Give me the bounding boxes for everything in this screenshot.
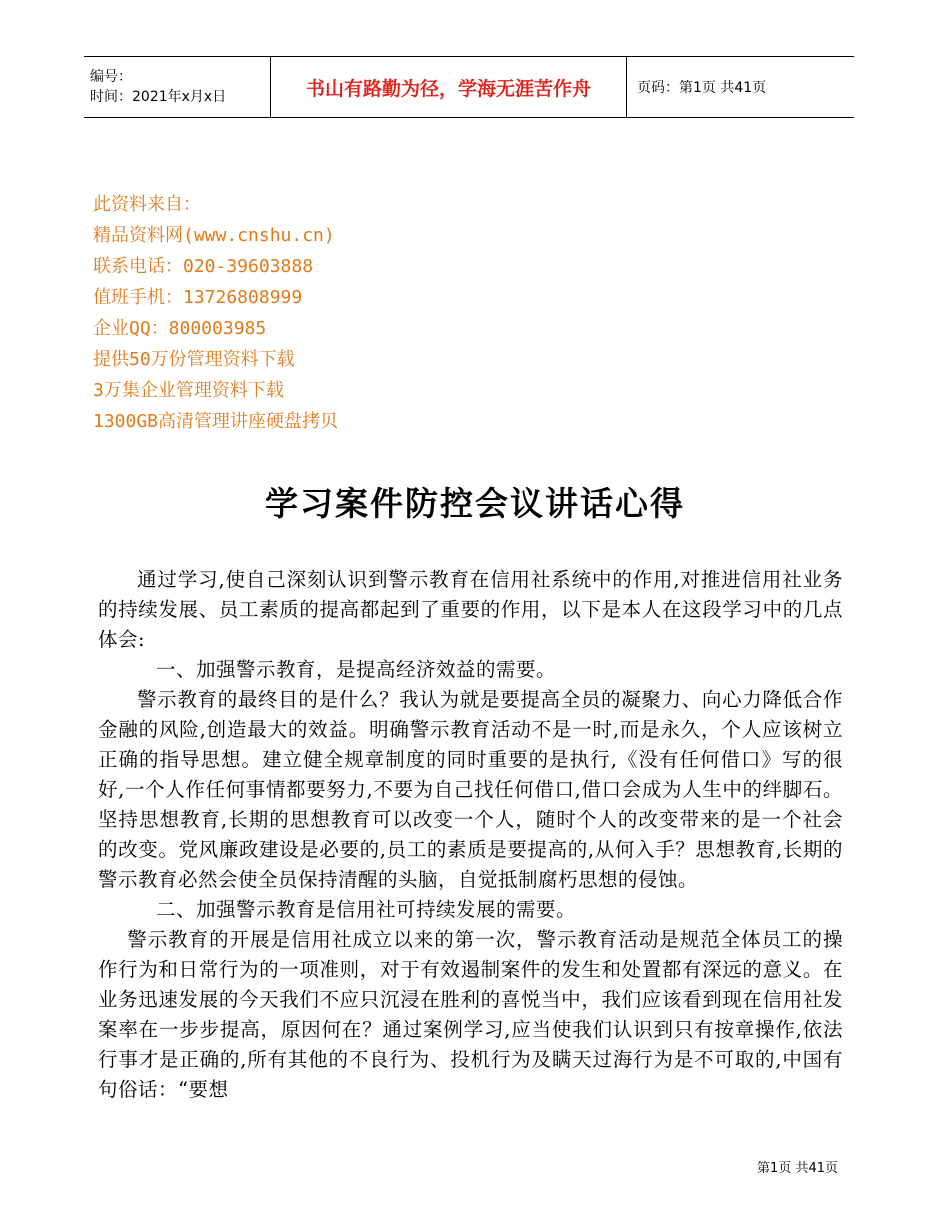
paragraph-section-2: 警示教育的开展是信用社成立以来的第一次，警示教育活动是规范全体员工的操作行为和日常行为的一项准则，对于有效遏制案件的发生和处置都有深远的意义。在业务迅速发展的今天我们不应只沉浸在胜利的喜悦当中，我们应该看到现在信用社发案率在一步步提高，原因何在？通过案例学习,应当使我们认识到只有按章操作,依法行事才是正确的,所有其他的不良行为、投机行为及瞒天过海行为是不可取的,中国有句俗话：“要想 xyxy=(98,928,843,1101)
header-page-info: 页码：第1页 共41页 xyxy=(637,80,767,96)
source-info-block xyxy=(93,189,338,437)
source-line: 企业QQ：800003985 xyxy=(93,318,267,339)
section-heading-2: 二、加强警示教育是信用社可持续发展的需要。 xyxy=(156,898,577,921)
motto-text: 书山有路勤为径，学海无涯苦作舟 xyxy=(305,77,591,100)
header-motto-cell xyxy=(270,57,627,117)
page-footer: 第1页 共41页 xyxy=(757,1161,838,1176)
page-header xyxy=(84,56,854,118)
source-line: 值班手机：13726808999 xyxy=(93,287,303,308)
document-body xyxy=(98,565,843,1105)
paragraph-section-1: 警示教育的最终目的是什么？我认为就是要提高全员的凝聚力、向心力降低合作金融的风险,创造最大的效益。明确警示教育活动不是一时,而是永久，个人应该树立正确的指导思想。建立健全规章制度的同时重要的是执行,《没有任何借口》写的很好,一个人作任何事情都要努力,不要为自己找任何借口,借口会成为人生中的绊脚石。坚持思想教育,长期的思想教育可以改变一个人，随时个人的改变带来的是一个社会的改变。党风廉政建设是必要的,员工的素质是要提高的,从何入手？思想教育,长期的警示教育必然会使全员保持清醒的头脑，自觉抵制腐朽思想的侵蚀。 xyxy=(98,688,843,891)
source-line: 3万集企业管理资料下载 xyxy=(93,380,284,401)
section-heading-1: 一、加强警示教育，是提高经济效益的需要。 xyxy=(156,658,557,681)
source-line: 精品资料网(www.cnshu.cn) xyxy=(93,225,335,246)
document-title: 学习案件防控会议讲话心得 xyxy=(265,484,685,523)
source-line: 此资料来自： xyxy=(93,194,201,215)
source-line: 提供50万份管理资料下载 xyxy=(93,349,295,370)
time-label: 时间：2021年x月x日 xyxy=(90,89,227,105)
header-page-cell xyxy=(627,57,854,117)
source-line: 1300GB高清管理讲座硬盘拷贝 xyxy=(93,411,339,432)
source-line: 联系电话：020-39603888 xyxy=(93,256,314,277)
paragraph-intro: 通过学习,使自己深刻认识到警示教育在信用社系统中的作用,对推进信用社业务的持续发展、员工素质的提高都起到了重要的作用，以下是本人在这段学习中的几点体会: xyxy=(98,568,843,651)
header-left-cell xyxy=(84,57,270,117)
number-label: 编号： xyxy=(90,69,132,85)
